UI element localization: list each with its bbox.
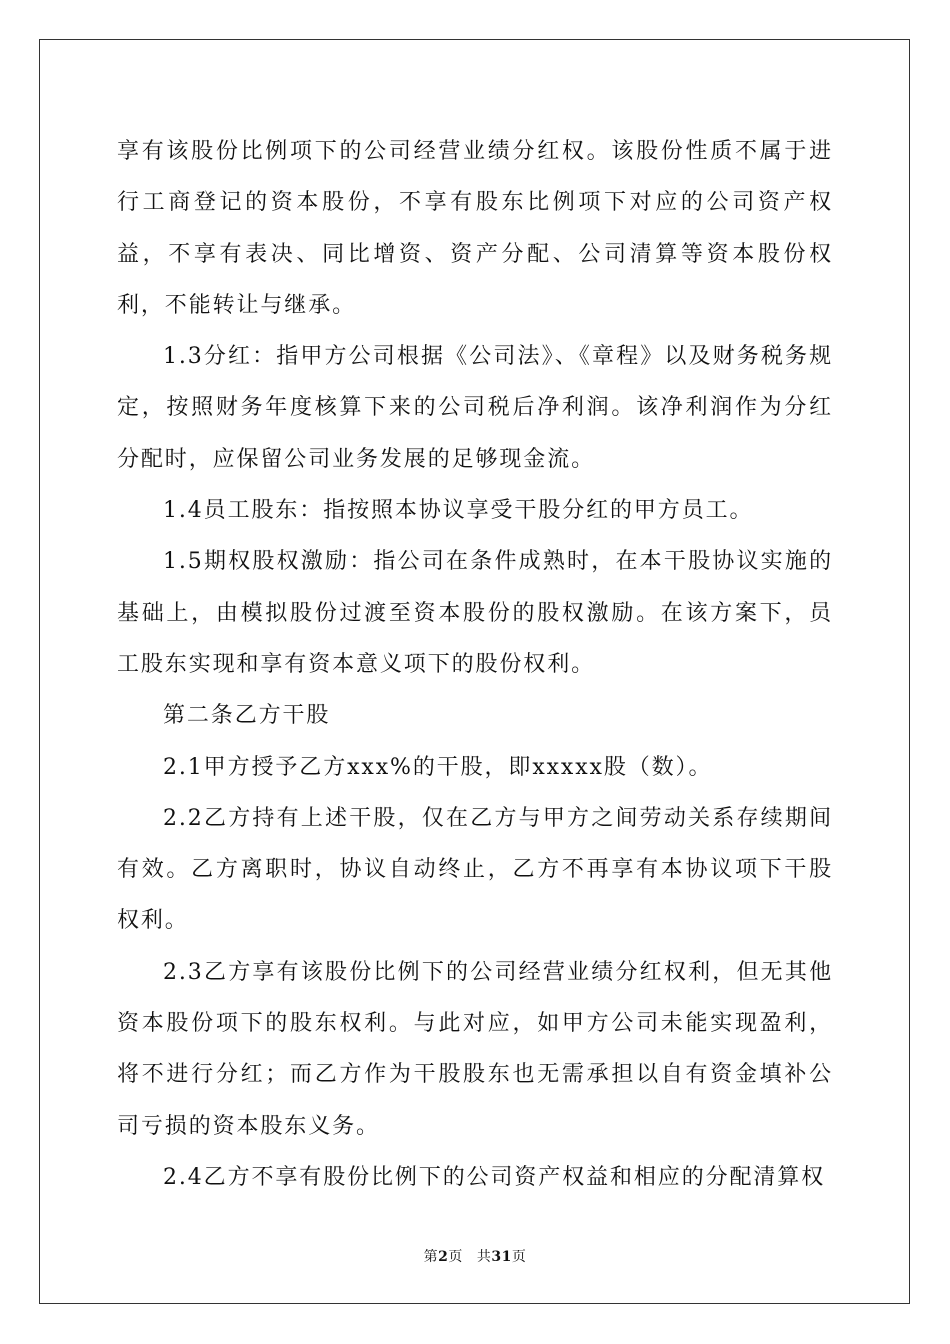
page-prefix: 第 — [423, 1249, 439, 1265]
paragraph-1-5: 1.5期权股权激励：指公司在条件成熟时，在本干股协议实施的基础上，由模拟股份过渡至资本股份的股权激励。在该方案下，员工股东实现和享有资本意义项下的股份权利。 — [117, 549, 833, 677]
paragraph-2-2: 2.2乙方持有上述干股，仅在乙方与甲方之间劳动关系存续期间有效。乙方离职时，协议自动终止，乙方不再享有本协议项下干股权利。 — [117, 805, 833, 934]
paragraph-2-4: 2.4乙方不享有股份比例下的公司资产权益和相应的分配清算权 — [163, 1164, 826, 1190]
paragraph-2-3: 2.3乙方享有该股份比例下的公司经营业绩分红权利，但无其他资本股份项下的股东权利。与此对应，如甲方公司未能实现盈利，将不进行分红；而乙方作为干股股东也无需承担以自有资金填补公司亏损的资本股东义务。 — [117, 959, 833, 1139]
page-suffix: 页 — [448, 1249, 463, 1265]
paragraph-1-4: 1.4员工股东：指按照本协议享受干股分红的甲方员工。 — [163, 498, 754, 524]
paragraph-1-3: 1.3分红：指甲方公司根据《公司法》、《章程》以及财务税务规定，按照财务年度核算下来的公司税后净利润。该净利润作为分红分配时，应保留公司业务发展的足够现金流。 — [117, 344, 833, 472]
document-body — [117, 126, 833, 1203]
paragraph-2-1: 2.1甲方授予乙方xxx%的干股，即xxxxx股（数）。 — [163, 754, 713, 780]
paragraph-continuation: 享有该股份比例项下的公司经营业绩分红权。该股份性质不属于进行工商登记的资本股份，不享有股东比例项下对应的公司资产权益，不享有表决、同比增资、资产分配、公司清算等资本股份权利，不能转让与继承。 — [117, 139, 833, 318]
section-heading-article-2: 第二条乙方干股 — [163, 703, 331, 729]
total-suffix: 页 — [511, 1249, 527, 1265]
total-prefix: 共 — [476, 1249, 492, 1265]
total-pages: 31 — [491, 1249, 512, 1265]
page-number: 2 — [438, 1249, 449, 1265]
page-footer — [0, 1246, 950, 1266]
